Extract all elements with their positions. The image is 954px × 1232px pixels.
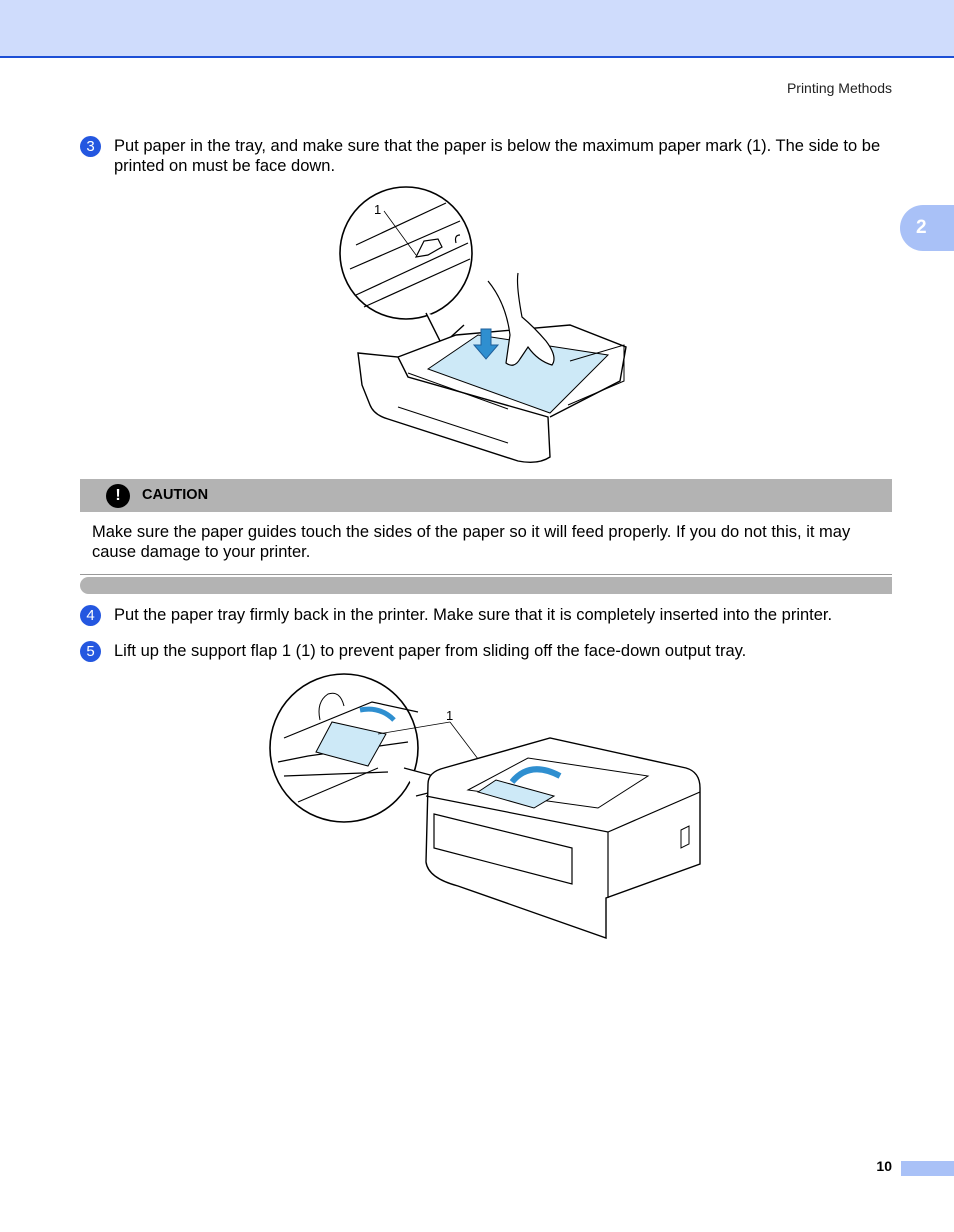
caution-header: [80, 479, 892, 512]
caution-text: Make sure the paper guides touch the sides of the paper so it will feed properly. If you do not this, it may cause damage to your printer.: [92, 523, 851, 561]
step-number-badge: 5: [80, 641, 101, 662]
step-number-badge: 3: [80, 136, 101, 157]
paper-tray-illustration: [338, 185, 634, 465]
step-text: Put paper in the tray, and make sure that the paper is below the maximum paper mark (1). The side to be printed on must be face down.: [114, 137, 881, 175]
header-band: [0, 0, 954, 58]
page-tab: [901, 1161, 954, 1176]
step-number-badge: 4: [80, 605, 101, 626]
caution-title: CAUTION: [142, 487, 209, 503]
running-header: Printing Methods: [786, 80, 892, 96]
printer-illustration: [268, 672, 704, 942]
caution-divider: [80, 574, 892, 575]
tray-callout-label: 1: [374, 202, 382, 217]
printer-callout-label: 1: [446, 708, 454, 723]
chapter-number: 2: [916, 217, 927, 238]
exclamation-icon: !: [106, 484, 130, 508]
chapter-tab: [900, 205, 954, 251]
step-text: Lift up the support flap 1 (1) to prevent paper from sliding off the face-down output tray.: [114, 642, 747, 660]
step-text: Put the paper tray firmly back in the printer. Make sure that it is completely inserted into the printer.: [114, 606, 833, 624]
page-number: 10: [876, 1158, 892, 1174]
caution-footer-bar: [80, 577, 892, 594]
